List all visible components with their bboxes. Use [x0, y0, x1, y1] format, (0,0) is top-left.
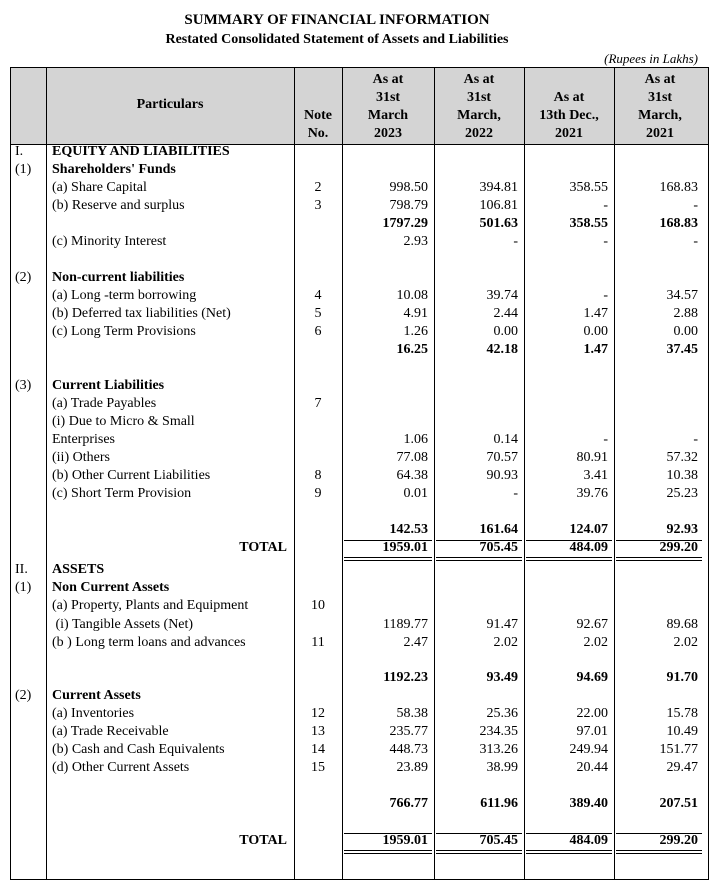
row-value: 106.81	[479, 198, 518, 213]
row-value: -	[693, 198, 698, 213]
row-value: 394.81	[479, 180, 518, 195]
row-label: (b) Other Current Liabilities	[52, 468, 211, 483]
row-section-number: (1)	[15, 580, 32, 595]
row-value: 1192.23	[383, 670, 428, 685]
row-value: 358.55	[569, 180, 608, 195]
row-value: 25.23	[666, 486, 698, 501]
grid-hline	[436, 557, 522, 558]
row-value: 798.79	[389, 198, 428, 213]
row-value: 42.18	[486, 342, 518, 357]
row-value: 97.01	[576, 724, 608, 739]
row-note-number: 14	[311, 742, 325, 757]
page-title: SUMMARY OF FINANCIAL INFORMATION	[184, 12, 490, 28]
grid-hline	[344, 557, 432, 558]
row-value: 4.91	[403, 306, 428, 321]
row-section-heading: ASSETS	[52, 562, 105, 577]
row-value: 484.09	[569, 540, 608, 555]
grid-vline	[10, 67, 11, 880]
row-label: (a) Trade Receivable	[52, 724, 169, 739]
header-period-2023: As at 31st March 2023	[367, 72, 409, 141]
row-label: (d) Other Current Assets	[52, 760, 190, 775]
header-particulars: Particulars	[136, 97, 204, 112]
row-value: 448.73	[389, 742, 428, 757]
row-value: 358.55	[569, 216, 608, 231]
grid-hline	[436, 850, 522, 851]
row-value: 1.06	[403, 432, 428, 447]
row-value: 0.14	[493, 432, 518, 447]
row-label: (a) Share Capital	[52, 180, 147, 195]
row-label: (a) Long -term borrowing	[52, 288, 197, 303]
grid-hline	[436, 560, 522, 561]
row-value: 2.88	[673, 306, 698, 321]
row-value: 2.44	[493, 306, 518, 321]
row-section-heading: Current Liabilities	[52, 378, 165, 393]
row-value: 1797.29	[382, 216, 428, 231]
row-value: 0.00	[493, 324, 518, 339]
grid-hline	[526, 560, 612, 561]
grid-hline	[344, 850, 432, 851]
grid-hline	[344, 853, 432, 854]
row-label: (c) Long Term Provisions	[52, 324, 196, 339]
grid-hline	[526, 850, 612, 851]
row-value: 70.57	[486, 450, 518, 465]
row-value: 299.20	[659, 833, 698, 848]
row-value: 151.77	[659, 742, 698, 757]
row-value: 92.67	[576, 617, 608, 632]
grid-hline	[526, 853, 612, 854]
row-section-heading: Non-current liabilities	[52, 270, 185, 285]
row-note-number: 7	[314, 396, 322, 411]
row-value: 501.63	[479, 216, 518, 231]
row-note-number: 4	[314, 288, 322, 303]
row-value: -	[603, 234, 608, 249]
row-value: 142.53	[389, 522, 428, 537]
row-value: 10.08	[396, 288, 428, 303]
row-value: 91.70	[666, 670, 698, 685]
row-section-number: II.	[15, 562, 28, 577]
row-value: -	[603, 198, 608, 213]
row-label: (ii) Others	[52, 450, 110, 465]
grid-hline	[616, 557, 702, 558]
row-value: 2.93	[403, 234, 428, 249]
row-value: 10.38	[666, 468, 698, 483]
row-label: (c) Minority Interest	[52, 234, 167, 249]
header-period-mar-2021: As at 31st March, 2021	[638, 72, 682, 141]
row-value: 234.35	[479, 724, 518, 739]
row-note-number: 5	[314, 306, 322, 321]
row-value: 58.38	[396, 706, 428, 721]
row-section-number: (1)	[15, 162, 32, 177]
row-section-heading: Shareholders' Funds	[52, 162, 176, 177]
row-value: -	[513, 234, 518, 249]
row-value: 124.07	[569, 522, 608, 537]
row-value: 1.47	[583, 342, 608, 357]
row-section-heading: Non Current Assets	[52, 580, 170, 595]
row-label: (i) Tangible Assets (Net)	[52, 617, 194, 632]
row-value: 15.78	[666, 706, 698, 721]
row-label: (b ) Long term loans and advances	[52, 635, 246, 650]
row-value: 89.68	[666, 617, 698, 632]
row-value: 93.49	[486, 670, 518, 685]
row-value: 90.93	[486, 468, 518, 483]
row-value: 80.91	[576, 450, 608, 465]
row-value: 249.94	[569, 742, 608, 757]
row-value: 389.40	[569, 796, 608, 811]
row-value: 207.51	[659, 796, 698, 811]
row-value: 611.96	[480, 796, 518, 811]
row-note-number: 10	[311, 598, 325, 613]
row-value: -	[603, 432, 608, 447]
row-note-number: 12	[311, 706, 325, 721]
row-value: 161.64	[479, 522, 518, 537]
row-value: 168.83	[659, 180, 698, 195]
row-label: (a) Trade Payables	[52, 396, 157, 411]
row-value: 91.47	[486, 617, 518, 632]
row-value: 1959.01	[382, 540, 428, 555]
row-value: 998.50	[389, 180, 428, 195]
row-note-number: 6	[314, 324, 322, 339]
row-label: (b) Reserve and surplus	[52, 198, 185, 213]
grid-vline	[46, 67, 47, 880]
header-period-2022: As at 31st March, 2022	[457, 72, 501, 141]
grid-vline	[708, 67, 709, 880]
row-value: 2.02	[583, 635, 608, 650]
row-label: Enterprises	[52, 432, 115, 447]
row-value: 10.49	[666, 724, 698, 739]
row-label: (c) Short Term Provision	[52, 486, 192, 501]
row-note-number: 3	[314, 198, 322, 213]
row-value: 0.00	[583, 324, 608, 339]
row-value: 92.93	[666, 522, 698, 537]
row-note-number: 15	[311, 760, 325, 775]
row-value: 29.47	[666, 760, 698, 775]
row-label: (a) Inventories	[52, 706, 135, 721]
row-value: 313.26	[479, 742, 518, 757]
row-section-number: (3)	[15, 378, 32, 393]
row-value: 766.77	[389, 796, 428, 811]
row-total-label: TOTAL	[239, 833, 287, 848]
row-value: 484.09	[569, 833, 608, 848]
row-note-number: 8	[314, 468, 322, 483]
grid-hline	[344, 560, 432, 561]
row-value: 1189.77	[383, 617, 428, 632]
row-value: 38.99	[486, 760, 518, 775]
row-label: (b) Deferred tax liabilities (Net)	[52, 306, 231, 321]
grid-hline	[436, 853, 522, 854]
row-value: 3.41	[583, 468, 608, 483]
row-section-number: (2)	[15, 688, 32, 703]
row-value: 34.57	[666, 288, 698, 303]
row-value: 64.38	[396, 468, 428, 483]
row-value: 23.89	[396, 760, 428, 775]
row-total-label: TOTAL	[239, 540, 287, 555]
row-label: (b) Cash and Cash Equivalents	[52, 742, 225, 757]
row-value: 39.76	[576, 486, 608, 501]
row-value: 705.45	[479, 540, 518, 555]
row-value: 1959.01	[382, 833, 428, 848]
grid-hline	[10, 67, 708, 68]
row-value: 2.02	[673, 635, 698, 650]
row-section-heading: Current Assets	[52, 688, 141, 703]
row-value: 39.74	[486, 288, 518, 303]
row-value: 37.45	[666, 342, 698, 357]
row-note-number: 11	[311, 635, 325, 650]
row-value: -	[693, 234, 698, 249]
row-value: -	[693, 432, 698, 447]
row-value: -	[603, 288, 608, 303]
row-value: 25.36	[486, 706, 518, 721]
row-note-number: 2	[314, 180, 322, 195]
row-note-number: 13	[311, 724, 325, 739]
grid-hline	[616, 853, 702, 854]
row-value: -	[513, 486, 518, 501]
row-value: 77.08	[396, 450, 428, 465]
row-section-number: I.	[15, 144, 24, 159]
grid-hline	[526, 557, 612, 558]
row-value: 168.83	[659, 216, 698, 231]
row-value: 1.47	[583, 306, 608, 321]
page-subtitle: Restated Consolidated Statement of Assets and Liabilities	[165, 32, 509, 47]
row-value: 16.25	[396, 342, 428, 357]
row-value: 299.20	[659, 540, 698, 555]
row-value: 235.77	[389, 724, 428, 739]
grid-hline	[616, 850, 702, 851]
grid-hline	[616, 560, 702, 561]
row-value: 22.00	[576, 706, 608, 721]
row-value: 705.45	[479, 833, 518, 848]
header-period-dec-2021: As at 13th Dec., 2021	[539, 90, 599, 141]
row-value: 57.32	[666, 450, 698, 465]
row-value: 1.26	[403, 324, 428, 339]
row-value: 2.02	[493, 635, 518, 650]
row-value: 20.44	[576, 760, 608, 775]
header-note: Note No.	[304, 108, 332, 141]
unit-note: (Rupees in Lakhs)	[604, 51, 698, 66]
row-section-heading: EQUITY AND LIABILITIES	[52, 144, 230, 159]
row-note-number: 9	[314, 486, 322, 501]
row-value: 94.69	[576, 670, 608, 685]
row-label: (a) Property, Plants and Equipment	[52, 598, 249, 613]
row-value: 2.47	[403, 635, 428, 650]
grid-hline	[10, 879, 708, 880]
row-section-number: (2)	[15, 270, 32, 285]
row-label: (i) Due to Micro & Small	[52, 414, 195, 429]
row-value: 0.01	[403, 486, 428, 501]
row-value: 0.00	[673, 324, 698, 339]
